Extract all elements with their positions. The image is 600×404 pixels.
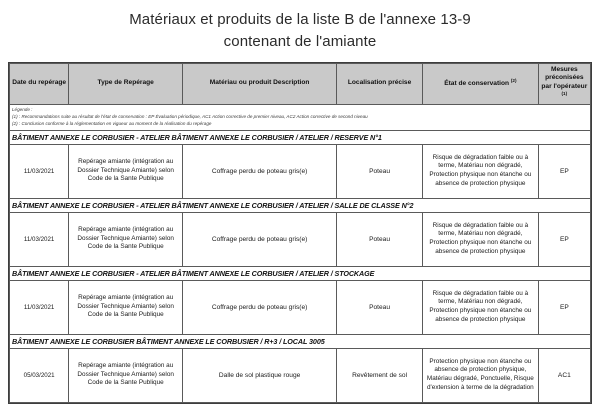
column-header-etat-footnote: (2) (510, 78, 517, 84)
table-row (10, 348, 591, 402)
column-header-materiau-label: Matériau ou produit Description (209, 79, 310, 87)
asbestos-table-container (8, 62, 592, 404)
cell-date: 11/03/2021 (10, 144, 69, 198)
cell-localisation: Revêtement de sol (337, 348, 423, 402)
cell-localisation: Poteau (337, 212, 423, 266)
cell-materiau: Coffrage perdu de poteau gris(e) (183, 212, 337, 266)
column-header-mesures-label: Mesures préconisées par l'opérateur (541, 65, 588, 90)
column-header-etat-label: État de conservation (444, 80, 510, 88)
column-header-localisation (337, 63, 423, 104)
cell-etat-conservation: Risque de dégradation faible ou à terme, Matériau non dégradé, Protection physique non étanche ou absence de protection physique (423, 280, 539, 334)
section-heading-row (10, 334, 591, 348)
column-header-type-label: Type de Repérage (97, 79, 154, 87)
cell-localisation: Poteau (337, 144, 423, 198)
cell-type: Repérage amiante (intégration au Dossier Technique Amiante) selon Code de la Sante Publique (69, 348, 183, 402)
cell-mesures: AC1 (538, 348, 590, 402)
legend-block (10, 104, 591, 130)
column-header-materiau (183, 63, 337, 104)
cell-mesures: EP (538, 280, 590, 334)
cell-type: Repérage amiante (intégration au Dossier Technique Amiante) selon Code de la Sante Publique (69, 144, 183, 198)
column-header-localisation-label: Localisation précise (347, 79, 412, 87)
column-header-date-label: Date du repérage (12, 79, 67, 87)
section-heading-row (10, 130, 591, 144)
section-heading-row (10, 198, 591, 212)
cell-mesures: EP (538, 144, 590, 198)
cell-etat-conservation: Risque de dégradation faible ou à terme, Matériau non dégradé, Protection physique non étanche ou absence de protection physique (423, 212, 539, 266)
legend-line-1: (1) : Recommandations suite au résultat de l'état de conservation : EP Évaluation périodique, AC1 Action corrective de premier niveau, AC2 Action corrective de second niveau (12, 113, 368, 119)
cell-date: 05/03/2021 (10, 348, 69, 402)
cell-etat-conservation: Risque de dégradation faible ou à terme, Matériau non dégradé, Protection physique non étanche ou absence de protection physique (423, 144, 539, 198)
column-header-mesures (538, 63, 590, 104)
cell-materiau: Coffrage perdu de poteau gris(e) (183, 144, 337, 198)
section-heading: BÂTIMENT ANNEXE LE CORBUSIER - ATELIER BÂTIMENT ANNEXE LE CORBUSIER / ATELIER / STOCKAGE (10, 266, 591, 280)
column-header-date (10, 63, 69, 104)
legend-line-2: (2) : Conclusion conforme à la réglementation en vigueur au moment de la réalisation du repérage (12, 120, 212, 126)
cell-date: 11/03/2021 (10, 280, 69, 334)
cell-type: Repérage amiante (intégration au Dossier Technique Amiante) selon Code de la Sante Publique (69, 212, 183, 266)
cell-materiau: Coffrage perdu de poteau gris(e) (183, 280, 337, 334)
table-header-row (10, 63, 591, 104)
page-title-line-2: contenant de l'amiante (223, 32, 377, 50)
section-heading: BÂTIMENT ANNEXE LE CORBUSIER - ATELIER BÂTIMENT ANNEXE LE CORBUSIER / ATELIER / RESERVE N°1 (10, 130, 591, 144)
cell-mesures: EP (538, 212, 590, 266)
asbestos-table (9, 63, 591, 403)
legend-title: Légende : (12, 106, 33, 112)
table-row (10, 212, 591, 266)
table-header (10, 63, 591, 104)
section-heading-row (10, 266, 591, 280)
cell-materiau: Dalle de sol plastique rouge (183, 348, 337, 402)
section-heading: BÂTIMENT ANNEXE LE CORBUSIER BÂTIMENT ANNEXE LE CORBUSIER / R+3 / LOCAL 3005 (10, 334, 591, 348)
cell-etat-conservation: Protection physique non étanche ou absence de protection physique, Matériau dégradé, Ponctuelle, Risque d'extension à terme de la dégradation (423, 348, 539, 402)
column-header-type (69, 63, 183, 104)
page-title (0, 0, 600, 53)
table-body (10, 104, 591, 402)
table-row (10, 280, 591, 334)
column-header-etat (423, 63, 539, 104)
cell-date: 11/03/2021 (10, 212, 69, 266)
column-header-mesures-footnote: (1) (561, 91, 568, 97)
section-heading: BÂTIMENT ANNEXE LE CORBUSIER - ATELIER BÂTIMENT ANNEXE LE CORBUSIER / ATELIER / SALLE DE CLASSE N°2 (10, 198, 591, 212)
legend-row (10, 104, 591, 130)
page-title-line-1: Matériaux et produits de la liste B de l'annexe 13-9 (129, 11, 471, 28)
cell-type: Repérage amiante (intégration au Dossier Technique Amiante) selon Code de la Sante Publique (69, 280, 183, 334)
table-row (10, 144, 591, 198)
cell-localisation: Poteau (337, 280, 423, 334)
